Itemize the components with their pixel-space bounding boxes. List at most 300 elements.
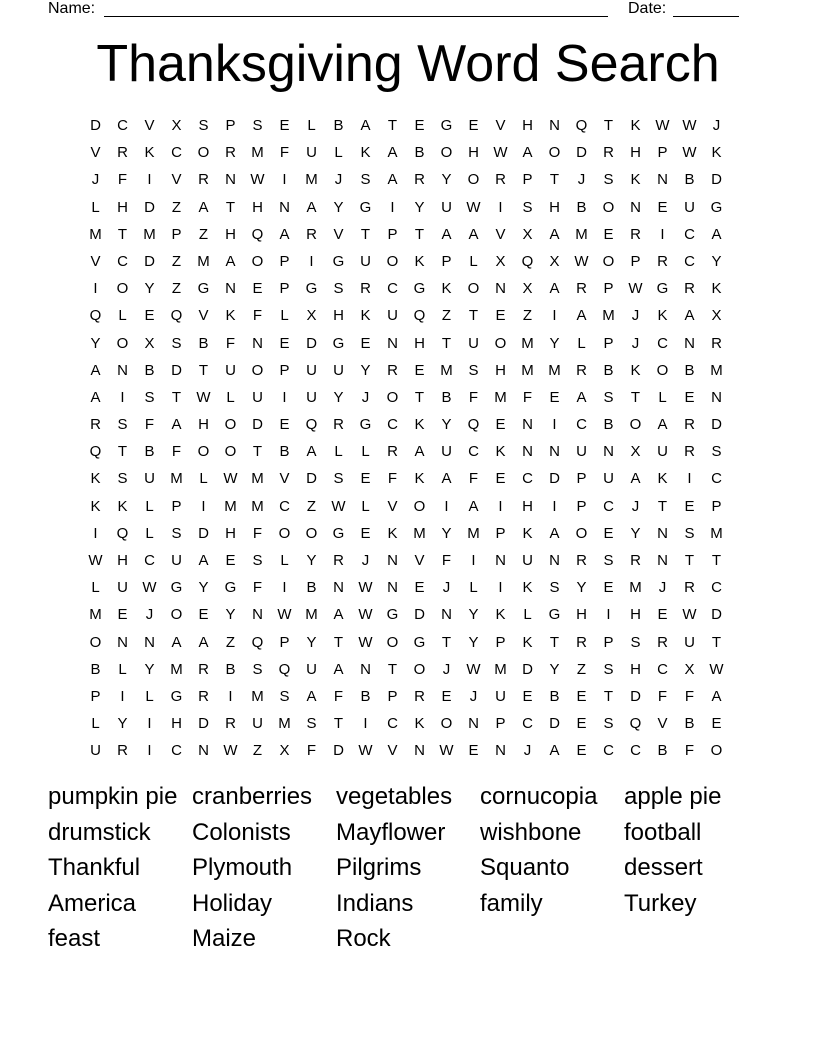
grid-letter[interactable]: C [603, 497, 614, 515]
grid-letter[interactable]: T [414, 225, 425, 243]
grid-letter[interactable]: U [306, 144, 317, 162]
grid-letter[interactable]: W [223, 742, 238, 760]
grid-letter[interactable]: A [333, 606, 344, 624]
grid-letter[interactable]: C [711, 470, 722, 488]
grid-letter[interactable]: A [90, 388, 101, 406]
grid-letter[interactable]: M [710, 361, 723, 379]
grid-letter[interactable]: P [279, 361, 290, 379]
grid-letter[interactable]: M [521, 334, 534, 352]
grid-letter[interactable]: G [170, 687, 183, 705]
grid-letter[interactable]: G [359, 416, 372, 434]
grid-letter[interactable]: E [684, 497, 695, 515]
grid-letter[interactable]: Z [522, 307, 533, 325]
grid-letter[interactable]: E [252, 280, 263, 298]
grid-letter[interactable]: K [630, 171, 641, 189]
grid-letter[interactable]: G [440, 117, 453, 134]
grid-letter[interactable]: T [117, 443, 128, 461]
grid-letter[interactable]: T [603, 687, 614, 705]
grid-letter[interactable]: K [225, 307, 236, 325]
grid-letter[interactable]: I [552, 416, 557, 434]
grid-letter[interactable]: D [198, 524, 209, 542]
grid-letter[interactable]: T [117, 225, 128, 243]
grid-letter[interactable]: R [198, 660, 209, 678]
grid-letter[interactable]: P [576, 470, 587, 488]
grid-letter[interactable]: L [280, 552, 289, 569]
grid-letter[interactable]: Y [441, 171, 452, 189]
grid-letter[interactable]: M [224, 497, 237, 515]
grid-letter[interactable]: A [468, 497, 479, 515]
grid-letter[interactable]: X [171, 117, 182, 134]
grid-letter[interactable]: R [684, 280, 695, 298]
grid-letter[interactable]: Q [170, 307, 183, 325]
grid-letter[interactable]: W [331, 497, 346, 515]
grid-letter[interactable]: Y [306, 633, 317, 651]
grid-letter[interactable]: U [306, 361, 317, 379]
grid-letter[interactable]: Y [198, 579, 209, 597]
grid-letter[interactable]: I [282, 171, 287, 189]
grid-letter[interactable]: H [522, 117, 533, 134]
grid-letter[interactable]: B [144, 443, 155, 461]
grid-letter[interactable]: X [144, 334, 155, 352]
grid-letter[interactable]: V [333, 225, 344, 243]
grid-letter[interactable]: A [414, 443, 425, 461]
grid-letter[interactable]: A [90, 361, 101, 379]
grid-letter[interactable]: P [603, 633, 614, 651]
grid-letter[interactable]: N [387, 552, 398, 569]
grid-letter[interactable]: F [657, 687, 668, 705]
grid-letter[interactable]: L [145, 497, 154, 515]
grid-letter[interactable]: S [117, 416, 128, 434]
grid-letter[interactable]: J [631, 497, 640, 515]
grid-letter[interactable]: F [468, 470, 479, 488]
grid-letter[interactable]: N [549, 443, 560, 461]
grid-letter[interactable]: R [90, 416, 101, 434]
grid-letter[interactable]: B [576, 198, 587, 216]
grid-letter[interactable]: H [576, 606, 587, 624]
grid-letter[interactable]: J [631, 334, 640, 352]
grid-letter[interactable]: Y [225, 606, 236, 624]
grid-letter[interactable]: I [282, 579, 287, 597]
grid-letter[interactable]: K [522, 524, 533, 542]
grid-letter[interactable]: V [495, 117, 506, 134]
grid-letter[interactable]: P [495, 715, 506, 733]
grid-letter[interactable]: Z [171, 198, 182, 216]
grid-letter[interactable]: U [171, 552, 182, 569]
grid-letter[interactable]: D [252, 416, 263, 434]
grid-letter[interactable]: Z [252, 742, 263, 760]
grid-letter[interactable]: N [495, 742, 506, 760]
name-blank-line[interactable] [104, 16, 608, 17]
grid-letter[interactable]: G [197, 280, 210, 298]
grid-letter[interactable]: H [198, 416, 209, 434]
grid-letter[interactable]: I [93, 524, 98, 542]
grid-letter[interactable]: T [630, 388, 641, 406]
grid-letter[interactable]: C [144, 552, 155, 569]
grid-letter[interactable]: O [251, 361, 264, 379]
grid-letter[interactable]: G [413, 280, 426, 298]
grid-letter[interactable]: G [413, 633, 426, 651]
grid-letter[interactable]: F [684, 687, 695, 705]
grid-letter[interactable]: S [171, 334, 182, 352]
grid-letter[interactable]: U [441, 443, 452, 461]
grid-letter[interactable]: E [360, 470, 371, 488]
grid-letter[interactable]: Q [413, 307, 426, 325]
grid-letter[interactable]: N [252, 334, 263, 352]
grid-letter[interactable]: C [684, 252, 695, 270]
grid-letter[interactable]: U [657, 443, 668, 461]
grid-letter[interactable]: P [225, 117, 236, 134]
grid-letter[interactable]: Z [306, 497, 317, 515]
grid-letter[interactable]: M [170, 660, 183, 678]
grid-letter[interactable]: B [333, 117, 344, 134]
grid-letter[interactable]: A [441, 470, 452, 488]
grid-letter[interactable]: O [386, 388, 399, 406]
grid-letter[interactable]: W [277, 606, 292, 624]
grid-letter[interactable]: B [684, 171, 695, 189]
grid-letter[interactable]: R [333, 416, 344, 434]
grid-letter[interactable]: A [522, 144, 533, 162]
grid-letter[interactable]: E [603, 524, 614, 542]
grid-letter[interactable]: K [522, 579, 533, 597]
grid-letter[interactable]: S [684, 524, 695, 542]
grid-letter[interactable]: C [630, 742, 641, 760]
grid-letter[interactable]: Y [576, 579, 587, 597]
grid-letter[interactable]: J [361, 552, 370, 569]
grid-letter[interactable]: Y [441, 416, 452, 434]
grid-letter[interactable]: V [495, 225, 506, 243]
grid-letter[interactable]: N [360, 660, 371, 678]
grid-letter[interactable]: D [576, 144, 587, 162]
grid-letter[interactable]: L [118, 307, 127, 325]
grid-letter[interactable]: N [549, 552, 560, 569]
grid-letter[interactable]: A [198, 552, 209, 569]
grid-letter[interactable]: H [117, 198, 128, 216]
grid-letter[interactable]: R [576, 361, 587, 379]
grid-letter[interactable]: G [170, 579, 183, 597]
grid-letter[interactable]: I [606, 606, 611, 624]
grid-letter[interactable]: E [495, 470, 506, 488]
grid-letter[interactable]: T [711, 552, 722, 569]
grid-letter[interactable]: A [684, 307, 695, 325]
grid-letter[interactable]: V [144, 117, 155, 134]
grid-letter[interactable]: S [603, 552, 614, 569]
grid-letter[interactable]: Q [467, 416, 480, 434]
grid-letter[interactable]: H [225, 225, 236, 243]
grid-letter[interactable]: J [361, 388, 370, 406]
grid-letter[interactable]: B [549, 687, 560, 705]
grid-letter[interactable]: P [90, 687, 101, 705]
grid-letter[interactable]: L [226, 388, 235, 406]
grid-letter[interactable]: E [414, 117, 425, 134]
grid-letter[interactable]: U [684, 198, 695, 216]
grid-letter[interactable]: O [413, 497, 426, 515]
grid-letter[interactable]: B [684, 715, 695, 733]
grid-letter[interactable]: Q [278, 660, 291, 678]
grid-letter[interactable]: G [332, 524, 345, 542]
grid-letter[interactable]: R [387, 443, 398, 461]
grid-letter[interactable]: L [361, 497, 370, 515]
grid-letter[interactable]: I [660, 225, 665, 243]
grid-letter[interactable]: A [549, 225, 560, 243]
grid-letter[interactable]: L [199, 470, 208, 488]
grid-letter[interactable]: U [252, 388, 263, 406]
grid-letter[interactable]: M [602, 307, 615, 325]
grid-letter[interactable]: T [171, 388, 182, 406]
grid-letter[interactable]: N [495, 552, 506, 569]
grid-letter[interactable]: Q [116, 524, 129, 542]
grid-letter[interactable]: N [657, 552, 668, 569]
grid-letter[interactable]: E [144, 307, 155, 325]
grid-letter[interactable]: S [603, 715, 614, 733]
grid-letter[interactable]: S [252, 552, 263, 569]
grid-letter[interactable]: K [711, 280, 722, 298]
grid-letter[interactable]: O [278, 524, 291, 542]
grid-letter[interactable]: D [144, 198, 155, 216]
grid-letter[interactable]: E [576, 715, 587, 733]
grid-letter[interactable]: H [414, 334, 425, 352]
grid-letter[interactable]: G [305, 280, 318, 298]
grid-letter[interactable]: U [252, 715, 263, 733]
grid-letter[interactable]: T [387, 117, 398, 134]
grid-letter[interactable]: D [144, 252, 155, 270]
grid-letter[interactable]: Q [251, 225, 264, 243]
grid-letter[interactable]: N [711, 388, 722, 406]
grid-letter[interactable]: C [387, 715, 398, 733]
grid-letter[interactable]: A [576, 388, 587, 406]
grid-letter[interactable]: Y [414, 198, 425, 216]
grid-letter[interactable]: I [309, 252, 314, 270]
grid-letter[interactable]: J [658, 579, 667, 597]
grid-letter[interactable]: N [117, 361, 128, 379]
grid-letter[interactable]: H [630, 144, 641, 162]
grid-letter[interactable]: C [576, 416, 587, 434]
grid-letter[interactable]: S [711, 443, 722, 461]
grid-letter[interactable]: V [171, 171, 182, 189]
grid-letter[interactable]: D [306, 334, 317, 352]
grid-letter[interactable]: L [307, 117, 316, 134]
grid-letter[interactable]: M [197, 252, 210, 270]
grid-letter[interactable]: S [252, 117, 263, 134]
grid-letter[interactable]: M [413, 524, 426, 542]
grid-letter[interactable]: E [414, 579, 425, 597]
grid-letter[interactable]: V [387, 497, 398, 515]
grid-letter[interactable]: T [549, 633, 560, 651]
grid-letter[interactable]: D [414, 606, 425, 624]
grid-letter[interactable]: X [549, 252, 560, 270]
grid-letter[interactable]: P [495, 633, 506, 651]
grid-letter[interactable]: R [225, 144, 236, 162]
grid-letter[interactable]: W [439, 742, 454, 760]
grid-letter[interactable]: O [467, 280, 480, 298]
grid-letter[interactable]: E [684, 388, 695, 406]
grid-letter[interactable]: R [360, 280, 371, 298]
grid-letter[interactable]: T [360, 225, 371, 243]
grid-letter[interactable]: B [603, 416, 614, 434]
grid-letter[interactable]: Y [630, 524, 641, 542]
grid-letter[interactable]: K [495, 606, 506, 624]
grid-letter[interactable]: L [523, 606, 532, 624]
grid-letter[interactable]: Q [575, 117, 588, 134]
grid-letter[interactable]: R [657, 633, 668, 651]
grid-letter[interactable]: O [710, 742, 723, 760]
grid-letter[interactable]: V [414, 552, 425, 569]
grid-letter[interactable]: R [117, 742, 128, 760]
grid-letter[interactable]: D [711, 171, 722, 189]
grid-letter[interactable]: N [117, 633, 128, 651]
grid-letter[interactable]: X [306, 307, 317, 325]
grid-letter[interactable]: V [657, 715, 668, 733]
grid-letter[interactable]: G [359, 198, 372, 216]
grid-letter[interactable]: I [363, 715, 368, 733]
grid-letter[interactable]: M [440, 361, 453, 379]
grid-letter[interactable]: T [441, 633, 452, 651]
grid-letter[interactable]: Q [629, 715, 642, 733]
grid-letter[interactable]: A [468, 225, 479, 243]
grid-letter[interactable]: T [684, 552, 695, 569]
grid-letter[interactable]: W [709, 660, 724, 678]
grid-letter[interactable]: A [279, 225, 290, 243]
grid-letter[interactable]: D [306, 470, 317, 488]
grid-letter[interactable]: V [90, 252, 101, 270]
grid-letter[interactable]: M [305, 171, 318, 189]
grid-letter[interactable]: O [116, 280, 129, 298]
grid-letter[interactable]: K [144, 144, 155, 162]
grid-letter[interactable]: P [630, 252, 641, 270]
grid-letter[interactable]: H [117, 552, 128, 569]
grid-letter[interactable]: U [360, 252, 371, 270]
grid-letter[interactable]: Y [711, 252, 722, 270]
grid-letter[interactable]: S [603, 388, 614, 406]
grid-letter[interactable]: C [522, 715, 533, 733]
grid-letter[interactable]: F [225, 334, 236, 352]
grid-letter[interactable]: E [576, 742, 587, 760]
grid-letter[interactable]: S [333, 470, 344, 488]
grid-letter[interactable]: J [631, 307, 640, 325]
grid-letter[interactable]: A [306, 443, 317, 461]
grid-letter[interactable]: T [414, 388, 425, 406]
grid-letter[interactable]: F [333, 687, 344, 705]
grid-letter[interactable]: M [89, 606, 102, 624]
grid-letter[interactable]: G [656, 280, 669, 298]
grid-letter[interactable]: O [440, 144, 453, 162]
grid-letter[interactable]: E [468, 117, 479, 134]
grid-letter[interactable]: U [90, 742, 101, 760]
grid-letter[interactable]: F [144, 416, 155, 434]
grid-letter[interactable]: M [89, 225, 102, 243]
grid-letter[interactable]: J [145, 606, 154, 624]
grid-letter[interactable]: B [198, 334, 209, 352]
grid-letter[interactable]: I [201, 497, 206, 515]
grid-letter[interactable]: O [629, 416, 642, 434]
grid-letter[interactable]: O [116, 334, 129, 352]
grid-letter[interactable]: E [495, 416, 506, 434]
grid-letter[interactable]: D [522, 660, 533, 678]
grid-letter[interactable]: E [603, 225, 614, 243]
grid-letter[interactable]: H [252, 198, 263, 216]
grid-letter[interactable]: O [197, 443, 210, 461]
grid-letter[interactable]: M [629, 579, 642, 597]
grid-letter[interactable]: M [575, 225, 588, 243]
grid-letter[interactable]: U [144, 470, 155, 488]
grid-letter[interactable]: F [171, 443, 182, 461]
grid-letter[interactable]: F [117, 171, 128, 189]
grid-letter[interactable]: R [414, 687, 425, 705]
grid-letter[interactable]: W [88, 552, 103, 569]
grid-letter[interactable]: A [225, 252, 236, 270]
grid-letter[interactable]: A [630, 470, 641, 488]
grid-letter[interactable]: G [710, 198, 723, 216]
grid-letter[interactable]: C [711, 579, 722, 597]
grid-letter[interactable]: J [334, 171, 343, 189]
grid-letter[interactable]: M [143, 225, 156, 243]
grid-letter[interactable]: I [498, 579, 503, 597]
grid-letter[interactable]: H [225, 524, 236, 542]
grid-letter[interactable]: Z [198, 225, 209, 243]
grid-letter[interactable]: W [682, 117, 697, 134]
grid-letter[interactable]: G [224, 579, 237, 597]
grid-letter[interactable]: I [444, 497, 449, 515]
grid-letter[interactable]: U [117, 579, 128, 597]
grid-letter[interactable]: J [442, 579, 451, 597]
grid-letter[interactable]: F [252, 524, 263, 542]
grid-letter[interactable]: Y [549, 334, 560, 352]
grid-letter[interactable]: G [386, 606, 399, 624]
grid-letter[interactable]: I [552, 307, 557, 325]
grid-letter[interactable]: B [279, 443, 290, 461]
grid-letter[interactable]: C [603, 742, 614, 760]
grid-letter[interactable]: K [360, 307, 371, 325]
grid-letter[interactable]: N [225, 171, 236, 189]
grid-letter[interactable]: W [466, 198, 481, 216]
grid-letter[interactable]: Q [89, 307, 102, 325]
grid-letter[interactable]: F [306, 742, 317, 760]
grid-letter[interactable]: N [468, 715, 479, 733]
grid-letter[interactable]: D [630, 687, 641, 705]
grid-letter[interactable]: I [147, 742, 152, 760]
grid-letter[interactable]: N [225, 280, 236, 298]
grid-letter[interactable]: N [603, 443, 614, 461]
grid-letter[interactable]: L [91, 579, 100, 597]
grid-letter[interactable]: O [305, 524, 318, 542]
grid-letter[interactable]: Q [89, 443, 102, 461]
grid-letter[interactable]: N [333, 579, 344, 597]
grid-letter[interactable]: P [279, 252, 290, 270]
grid-letter[interactable]: P [495, 524, 506, 542]
grid-letter[interactable]: W [466, 660, 481, 678]
grid-letter[interactable]: C [171, 742, 182, 760]
grid-letter[interactable]: C [117, 252, 128, 270]
grid-letter[interactable]: E [603, 579, 614, 597]
grid-letter[interactable]: T [333, 715, 344, 733]
grid-letter[interactable]: N [441, 606, 452, 624]
grid-letter[interactable]: C [117, 117, 128, 134]
grid-letter[interactable]: M [251, 497, 264, 515]
grid-letter[interactable]: R [603, 144, 614, 162]
grid-letter[interactable]: E [549, 388, 560, 406]
grid-letter[interactable]: O [575, 524, 588, 542]
grid-letter[interactable]: K [657, 470, 668, 488]
grid-letter[interactable]: R [576, 280, 587, 298]
grid-letter[interactable]: N [522, 416, 533, 434]
grid-letter[interactable]: R [198, 171, 209, 189]
grid-letter[interactable]: M [251, 687, 264, 705]
grid-letter[interactable]: T [441, 334, 452, 352]
grid-letter[interactable]: J [91, 171, 100, 189]
grid-letter[interactable]: N [630, 198, 641, 216]
grid-letter[interactable]: Y [333, 198, 344, 216]
grid-letter[interactable]: R [225, 715, 236, 733]
grid-letter[interactable]: M [251, 144, 264, 162]
